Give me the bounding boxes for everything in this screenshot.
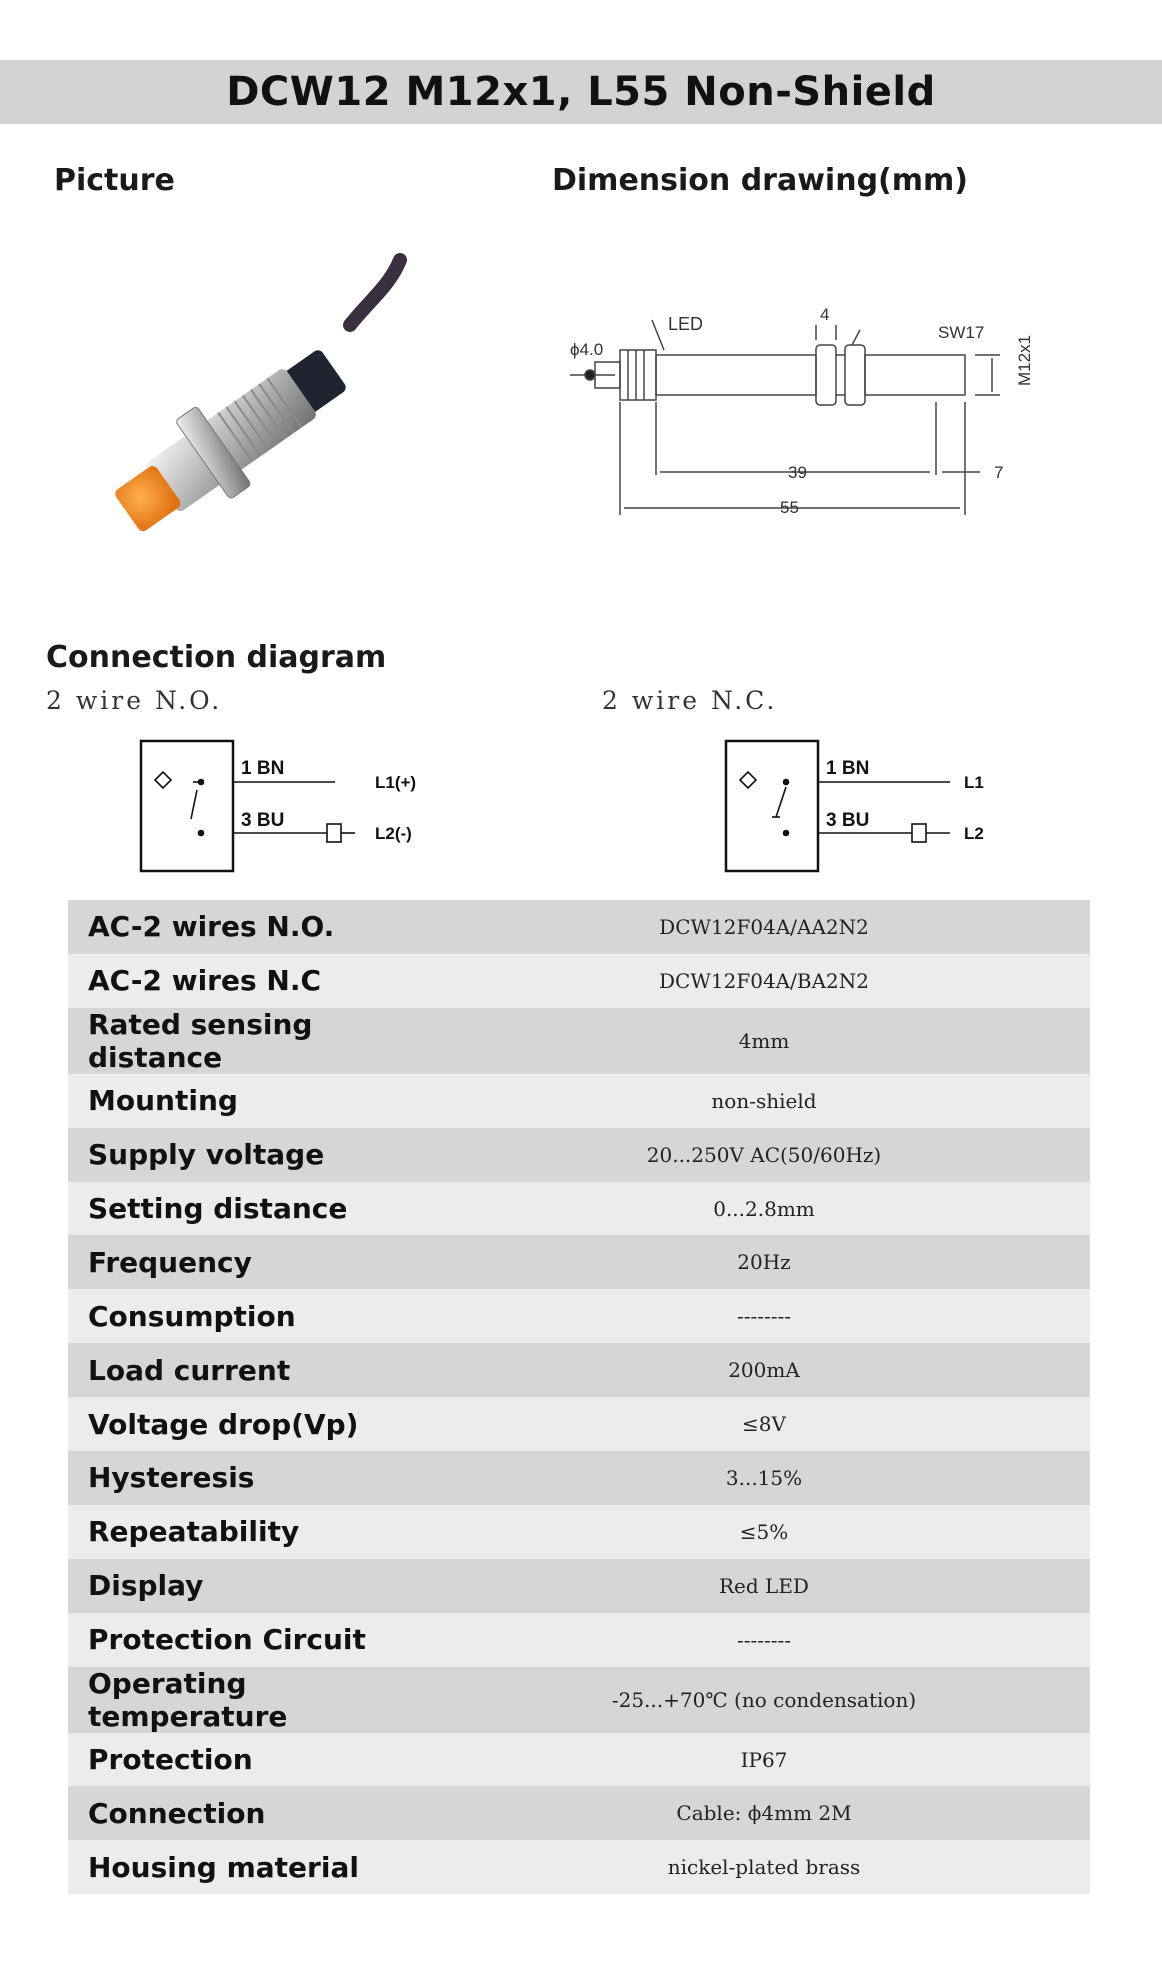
no-wire-title: 2 wire N.O.: [46, 686, 223, 715]
page-title: DCW12 M12x1, L55 Non-Shield: [226, 69, 936, 115]
dimension-drawing: [560, 290, 1100, 540]
spec-value: 200mA: [728, 1358, 800, 1383]
spec-value: 3...15%: [725, 1465, 803, 1490]
spec-row: [68, 1786, 1090, 1840]
spec-label: AC-2 wires N.O.: [88, 910, 335, 944]
spec-label: Supply voltage: [88, 1138, 325, 1172]
spec-row: [68, 1008, 1090, 1074]
spec-value: --------: [736, 1627, 792, 1652]
spec-row: [68, 1667, 1090, 1733]
spec-value: 20...250V AC(50/60Hz): [646, 1142, 882, 1167]
spec-value: -25...+70℃ (no condensation): [611, 1687, 917, 1712]
spec-label: Consumption: [88, 1299, 296, 1333]
no-l2-label: L2(-): [375, 824, 412, 843]
cable-diameter-label: ϕ4.0: [570, 340, 604, 359]
no-l1-label: L1(+): [375, 773, 417, 792]
nc-l2-label: L2: [964, 824, 984, 843]
spec-row: [68, 1840, 1090, 1894]
spec-value: ≤5%: [739, 1519, 789, 1544]
spec-value: Cable: ϕ4mm 2M: [676, 1801, 852, 1826]
spec-table-body: [68, 900, 1090, 1894]
spec-label: Frequency: [88, 1245, 252, 1279]
spec-label: Hysteresis: [88, 1461, 255, 1495]
spec-value: IP67: [740, 1747, 788, 1772]
spec-row: [68, 954, 1090, 1008]
nc-wiring-diagram: [720, 735, 1020, 880]
spec-table: [68, 900, 1090, 1894]
nc-wire1-label: 1 BN: [826, 758, 870, 779]
face-length-label: 7: [994, 463, 1004, 482]
spec-row: [68, 1613, 1090, 1667]
led-label: LED: [668, 314, 704, 334]
total-length-label: 55: [780, 498, 799, 517]
spec-value: 0...2.8mm: [713, 1196, 815, 1221]
spec-value: --------: [736, 1304, 792, 1329]
spec-row: [68, 1733, 1090, 1787]
spec-row: [68, 1397, 1090, 1451]
spec-label: Setting distance: [88, 1192, 348, 1225]
picture-heading: Picture: [54, 163, 175, 198]
spec-value: ≤8V: [742, 1412, 786, 1437]
nc-wire-title: 2 wire N.C.: [602, 686, 778, 715]
spec-row: [68, 1182, 1090, 1236]
nc-wire2-label: 3 BU: [826, 810, 870, 831]
spec-label: AC-2 wires N.C: [88, 964, 322, 998]
spec-label: Load current: [88, 1353, 291, 1387]
spec-label: Mounting: [88, 1084, 238, 1118]
spec-row: [68, 1235, 1090, 1289]
nc-l1-label: L1: [964, 773, 984, 792]
thread-length-label: 39: [788, 463, 807, 482]
spec-value: 4mm: [738, 1028, 790, 1053]
spec-row: [68, 1289, 1090, 1343]
spec-row: [68, 1559, 1090, 1613]
spec-row: [68, 1343, 1090, 1397]
title-banner: [0, 60, 1162, 124]
spec-row: [68, 1074, 1090, 1128]
wrench-label: SW17: [938, 323, 985, 342]
spec-value: nickel-plated brass: [667, 1855, 861, 1880]
spec-label: Connection: [88, 1796, 266, 1830]
spec-label: Protection Circuit: [88, 1623, 366, 1657]
spec-value: 20Hz: [737, 1250, 791, 1275]
dimension-heading: Dimension drawing(mm): [552, 163, 968, 198]
spec-row: [68, 1128, 1090, 1182]
spec-value: Red LED: [719, 1573, 809, 1598]
spec-label: Repeatability: [88, 1515, 300, 1549]
spec-label: Operating temperature: [88, 1666, 288, 1733]
spec-label: Housing material: [88, 1850, 359, 1884]
spec-label: Protection: [88, 1743, 253, 1777]
spec-value: DCW12F04A/BA2N2: [659, 968, 869, 993]
spec-row: [68, 1451, 1090, 1505]
spec-label: Voltage drop(Vp): [88, 1407, 359, 1441]
spec-row: [68, 1505, 1090, 1559]
no-wire2-label: 3 BU: [241, 810, 285, 831]
spec-row: [68, 900, 1090, 954]
spec-label: Display: [88, 1569, 204, 1603]
thread-label: M12x1: [1015, 334, 1034, 386]
spec-value: DCW12F04A/AA2N2: [659, 914, 869, 939]
product-photo: [40, 230, 480, 585]
connection-heading: Connection diagram: [46, 640, 387, 675]
no-wiring-diagram: [135, 735, 445, 880]
spec-label: Rated sensing distance: [88, 1007, 313, 1074]
no-wire1-label: 1 BN: [241, 758, 285, 779]
hex-width-label: 4: [820, 305, 830, 324]
spec-value: non-shield: [711, 1088, 817, 1113]
